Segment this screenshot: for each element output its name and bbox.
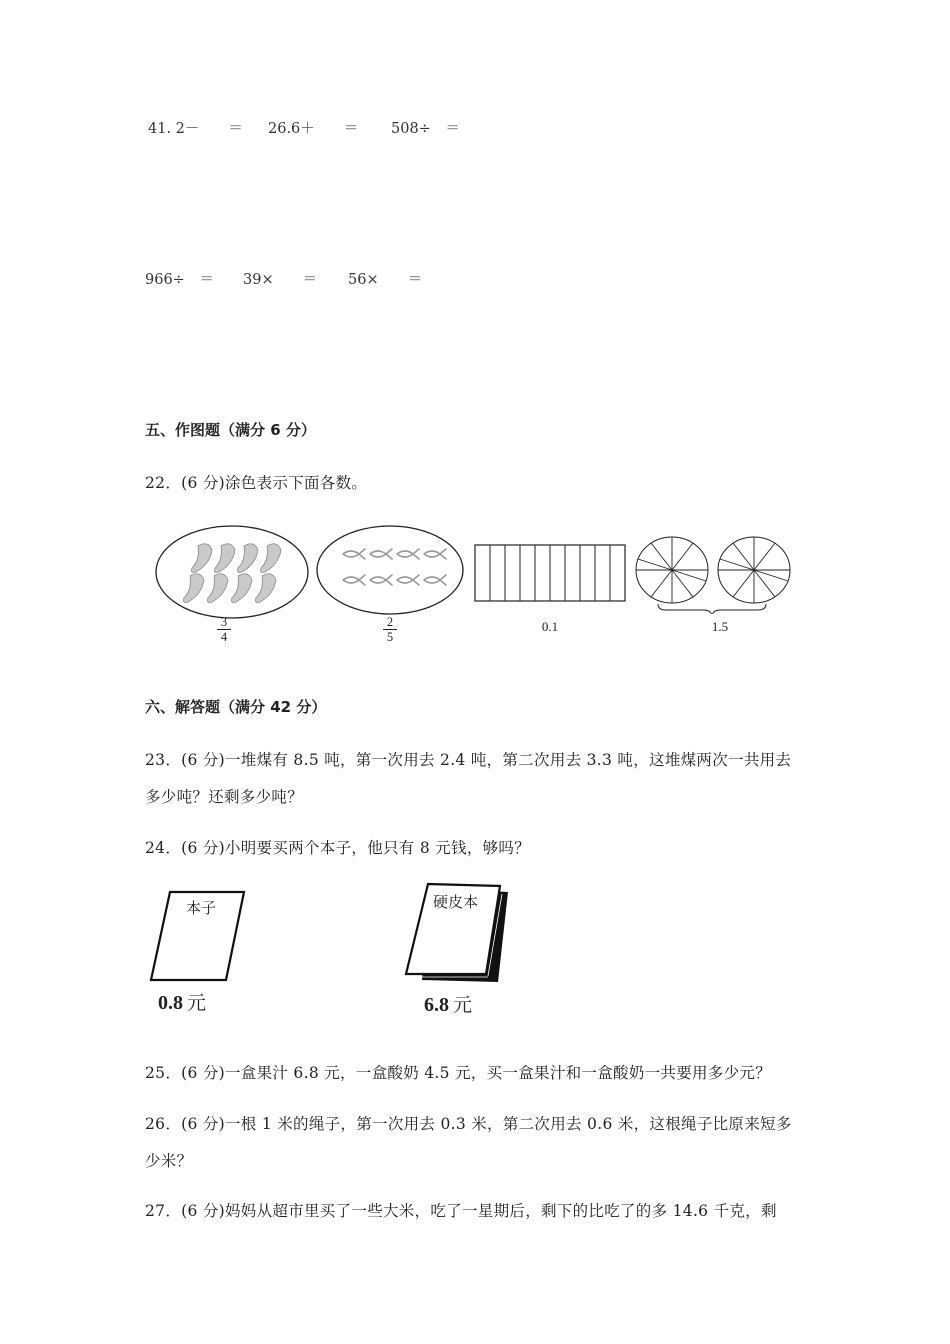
question-26-line2: 少米？ (145, 1152, 193, 1170)
calc-item-3: 508÷ ＝ (391, 121, 460, 137)
question-24: 24．(6 分)小明要买两个本子，他只有 8 元钱，够吗？ (145, 839, 531, 857)
hardcover-price: 6.8 元 (424, 994, 473, 1016)
notebook-price: 0.8 元 (158, 992, 207, 1014)
hardcover-label: 硬皮本 (433, 893, 479, 911)
circles-figure (634, 534, 796, 614)
question-27: 27．(6 分)妈妈从超市里买了一些大米，吃了一星期后，剩下的比吃了的多 14.6 千克，剩 (145, 1202, 777, 1220)
question-25: 25．(6 分)一盒果汁 6.8 元，一盒酸奶 4.5 元，买一盒果汁和一盒酸奶一共要用多少元？ (145, 1064, 772, 1082)
fraction-two-fifths: 2 5 (380, 616, 400, 643)
question-22: 22．(6 分)涂色表示下面各数。 (145, 474, 368, 492)
question-23-line2: 多少吨？还剩多少吨？ (145, 788, 304, 806)
calc-item-4: 966÷ ＝ (145, 272, 214, 288)
fish-oval-figure (315, 524, 465, 624)
question-23-line1: 23．(6 分)一堆煤有 8.5 吨，第一次用去 2.4 吨，第二次用去 3.3 吨，这堆煤两次一共用去 (145, 751, 792, 769)
tenths-bar-figure (474, 544, 628, 604)
section-six-title: 六、解答题（满分 42 分） (145, 698, 327, 716)
section-five-title: 五、作图题（满分 6 分） (145, 421, 316, 439)
calc-item-2: 26.6＋ ＝ (268, 121, 359, 137)
bar-label: 0.1 (541, 619, 559, 634)
calc-item-6: 56× ＝ (348, 272, 423, 288)
calc-item-1: 41. 2－ ＝ (148, 121, 243, 137)
notebook-label: 本子 (186, 899, 217, 917)
question-26-line1: 26．(6 分)一根 1 米的绳子，第一次用去 0.3 米，第二次用去 0.6 米，这根绳子比原来短多 (145, 1115, 792, 1133)
circles-label: 1.5 (711, 619, 729, 634)
calc-item-5: 39× ＝ (243, 272, 318, 288)
fraction-three-quarters: 3 4 (214, 616, 234, 643)
